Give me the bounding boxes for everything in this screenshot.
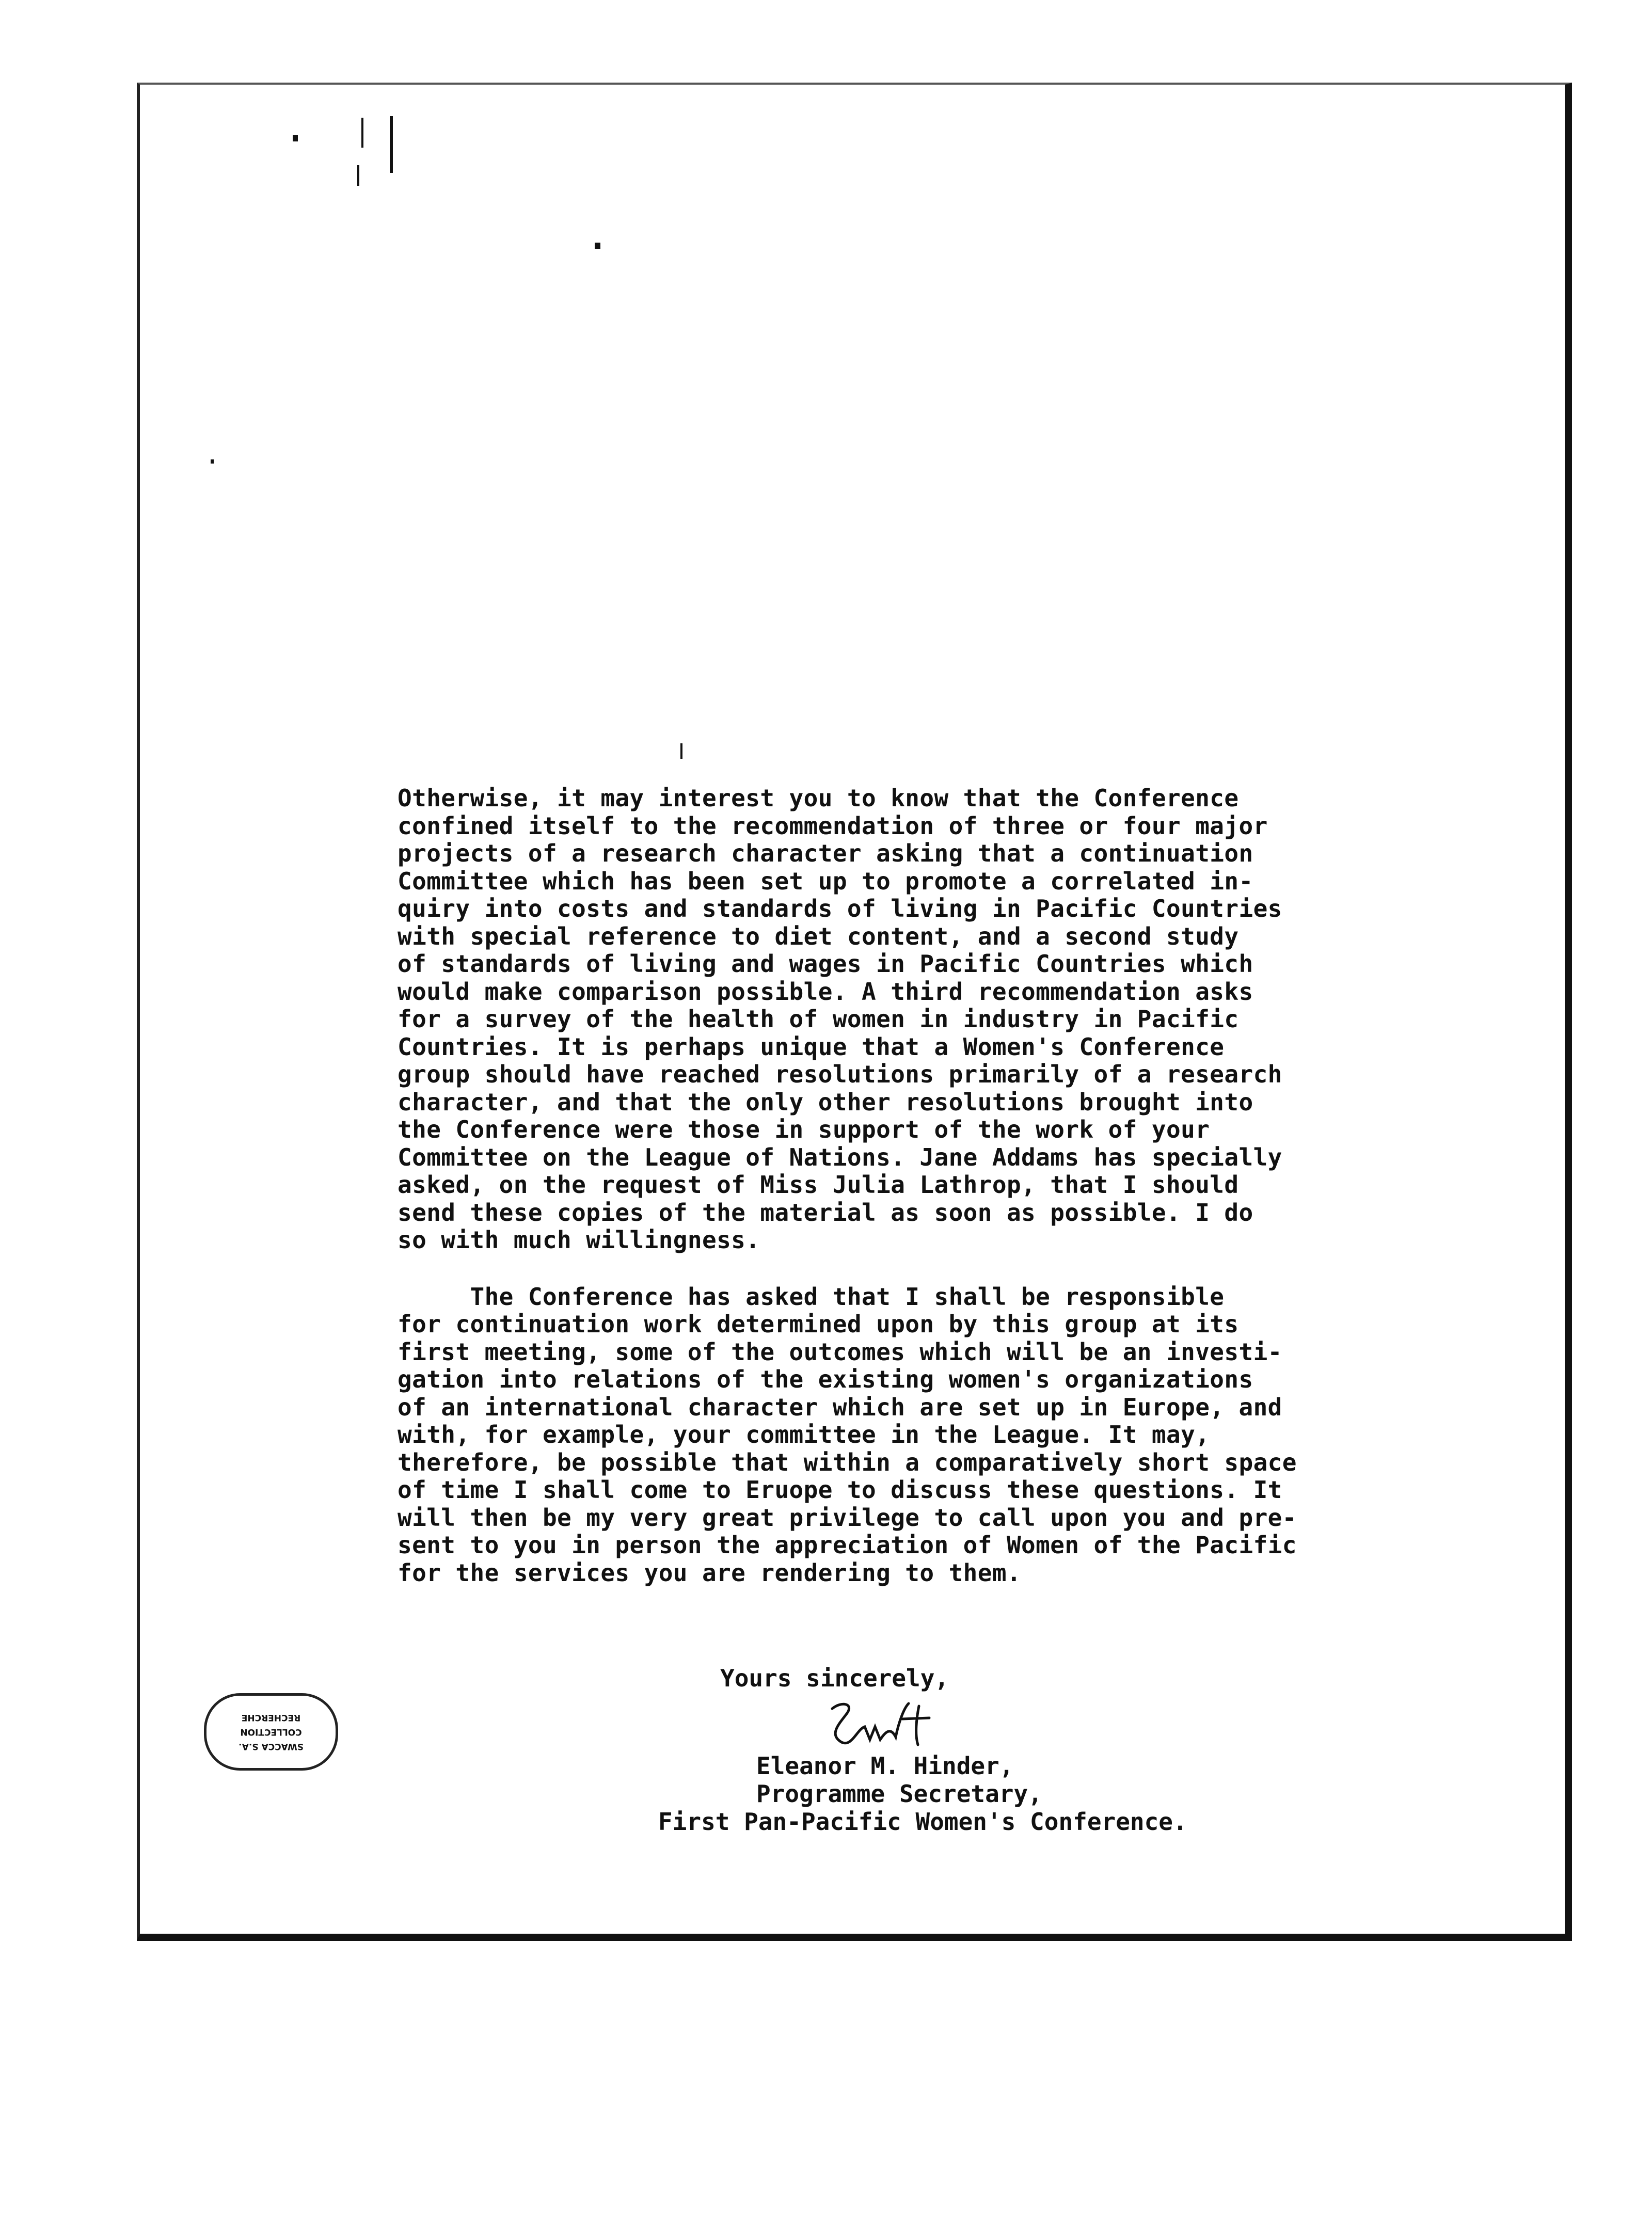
signatory-name: Eleanor M. Hinder, bbox=[756, 1752, 1014, 1780]
scan-speck bbox=[293, 135, 298, 141]
stamp-line: RECHERCHE bbox=[241, 1712, 301, 1723]
text-line: The Conference has asked that I shall be responsible bbox=[398, 1282, 1225, 1311]
text-line: with special reference to diet content, and a second study bbox=[398, 922, 1239, 950]
text-line: the Conference were those in support of the work of your bbox=[398, 1116, 1210, 1143]
text-line: asked, on the request of Miss Julia Lathrop, that I should bbox=[398, 1171, 1239, 1199]
text-line: Otherwise, it may interest you to know that the Conference bbox=[398, 784, 1239, 812]
text-line: for continuation work determined upon by this group at its bbox=[398, 1310, 1239, 1338]
signatory-title: Programme Secretary, bbox=[756, 1780, 1042, 1808]
text-line: quiry into costs and standards of living in Pacific Countries bbox=[398, 895, 1282, 922]
scan-speck bbox=[595, 243, 600, 249]
scan-speck bbox=[390, 116, 393, 173]
text-line: for the services you are rendering to them. bbox=[398, 1558, 1022, 1587]
salutation: Yours sincerely, bbox=[720, 1664, 949, 1692]
handwritten-signature bbox=[826, 1698, 945, 1755]
text-line: of an international character which are set up in Europe, and bbox=[398, 1393, 1282, 1421]
text-line: confined itself to the recommendation of three or four major bbox=[398, 811, 1268, 840]
text-line: would make comparison possible. A third recommendation asks bbox=[398, 977, 1253, 1006]
text-line: gation into relations of the existing women's organizations bbox=[398, 1365, 1253, 1393]
text-line: Countries. It is perhaps unique that a Women's Conference bbox=[398, 1032, 1225, 1061]
stamp-line: SWACCA S.A. bbox=[238, 1741, 304, 1751]
text-line: first meeting, some of the outcomes which will be an investi- bbox=[398, 1337, 1282, 1366]
text-line: character, and that the only other resolutions brought into bbox=[398, 1088, 1253, 1116]
text-line: will then be my very great privilege to call upon you and pre- bbox=[398, 1503, 1297, 1532]
scan-speck bbox=[361, 118, 363, 148]
scan-speck bbox=[211, 459, 214, 464]
text-line: for a survey of the health of women in industry in Pacific bbox=[398, 1005, 1239, 1033]
text-line: projects of a research character asking that a continuation bbox=[398, 839, 1253, 867]
scan-speck bbox=[680, 743, 682, 759]
text-line: send these copies of the material as soon as possible. I do bbox=[398, 1198, 1253, 1226]
text-line: group should have reached resolutions primarily of a research bbox=[398, 1060, 1282, 1088]
archive-stamp bbox=[204, 1693, 338, 1771]
text-line: sent to you in person the appreciation of Women of the Pacific bbox=[398, 1531, 1297, 1559]
stamp-line: COLLECTION bbox=[240, 1727, 302, 1737]
signatory-organization: First Pan-Pacific Women's Conference. bbox=[658, 1808, 1187, 1836]
text-line: so with much willingness. bbox=[398, 1226, 760, 1254]
text-line: therefore, be possible that within a comparatively short space bbox=[398, 1448, 1297, 1476]
text-line: Committee which has been set up to promote a correlated in- bbox=[398, 867, 1253, 895]
text-line: Committee on the League of Nations. Jane Addams has specially bbox=[398, 1143, 1282, 1171]
scan-speck bbox=[357, 165, 359, 186]
text-line: of time I shall come to Eruope to discuss these questions. It bbox=[398, 1476, 1282, 1504]
text-line: with, for example, your committee in the League. It may, bbox=[398, 1421, 1210, 1448]
paragraph-1 bbox=[398, 785, 1451, 1254]
letter-body bbox=[398, 785, 1451, 1616]
text-line: of standards of living and wages in Pacific Countries which bbox=[398, 950, 1253, 978]
paragraph-2 bbox=[398, 1283, 1451, 1587]
